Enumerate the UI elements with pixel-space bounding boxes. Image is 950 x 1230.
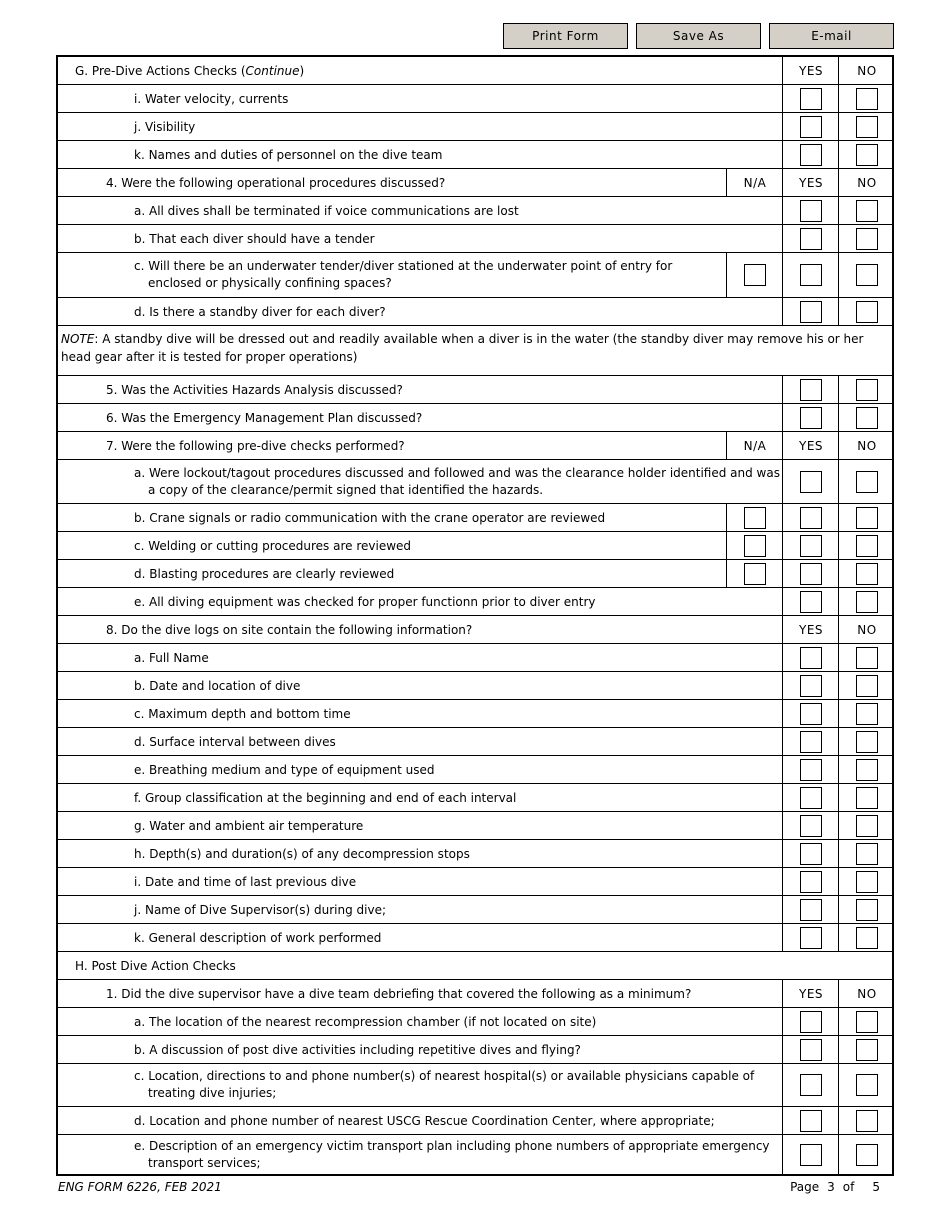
yes-header: YES — [782, 432, 839, 459]
checklist-row — [58, 924, 892, 952]
yes-checkbox[interactable] — [800, 563, 822, 585]
form-toolbar — [503, 23, 894, 51]
checklist-row — [58, 756, 892, 784]
yes-checkbox[interactable] — [800, 871, 822, 893]
section-g-title-prefix: G. Pre-Dive Actions Checks ( — [75, 63, 246, 78]
item-label: j. Name of Dive Supervisor(s) during dive; — [134, 902, 386, 917]
item-label: i. Date and time of last previous dive — [134, 874, 357, 889]
yes-checkbox[interactable] — [800, 591, 822, 613]
na-checkbox[interactable] — [744, 563, 766, 585]
no-checkbox[interactable] — [856, 591, 878, 613]
checklist-row — [58, 700, 892, 728]
yes-checkbox[interactable] — [800, 1144, 822, 1166]
checklist-row — [58, 644, 892, 672]
checklist-row — [58, 1036, 892, 1064]
checklist-row — [58, 113, 892, 141]
checklist-row — [58, 532, 892, 560]
yes-checkbox[interactable] — [800, 88, 822, 110]
of-label: of — [842, 1180, 855, 1194]
item-label-text: c. Location, directions to and phone number(s) of nearest hospital(s) or available physicians capable of treating dive injuries; — [134, 1069, 755, 1100]
section-g-title-continue: Continue — [245, 63, 300, 78]
no-checkbox[interactable] — [856, 88, 878, 110]
checklist-row — [58, 1107, 892, 1135]
no-checkbox[interactable] — [856, 871, 878, 893]
yes-checkbox[interactable] — [800, 1074, 822, 1096]
item-label: b. Crane signals or radio communication with the crane operator are reviewed — [134, 510, 606, 525]
yes-checkbox[interactable] — [800, 471, 822, 493]
question-8-header — [58, 616, 892, 644]
yes-header: YES — [782, 169, 839, 196]
item-label: h. Depth(s) and duration(s) of any decompression stops — [134, 846, 470, 861]
no-checkbox[interactable] — [856, 379, 878, 401]
note-text: : A standby dive will be dressed out and readily available when a diver is in the water (the standby diver may remove his or her head gear after it is tested for proper operations) — [61, 332, 864, 364]
yes-checkbox[interactable] — [800, 379, 822, 401]
item-label: k. Names and duties of personnel on the dive team — [134, 147, 443, 162]
save-as-button[interactable]: Save As — [636, 23, 761, 49]
checklist-row — [58, 253, 892, 298]
item-label: i. Water velocity, currents — [134, 91, 289, 106]
yes-checkbox[interactable] — [800, 264, 822, 286]
checklist-row — [58, 1135, 892, 1174]
checklist-row — [58, 404, 892, 432]
page-indicator — [782, 1180, 880, 1194]
no-checkbox[interactable] — [856, 675, 878, 697]
checklist-row — [58, 225, 892, 253]
page-total: 5 — [872, 1180, 880, 1194]
checklist-row — [58, 460, 892, 504]
item-label: d. Is there a standby diver for each diver? — [134, 304, 386, 319]
checklist-row — [58, 868, 892, 896]
no-checkbox[interactable] — [856, 301, 878, 323]
no-checkbox[interactable] — [856, 535, 878, 557]
checklist-row — [58, 85, 892, 113]
item-label: e. All diving equipment was checked for proper functionn prior to diver entry — [134, 594, 596, 609]
checklist-row — [58, 672, 892, 700]
checklist-row — [58, 728, 892, 756]
checklist-row — [58, 197, 892, 225]
question-label: 7. Were the following pre-dive checks performed? — [106, 438, 405, 453]
yes-checkbox[interactable] — [800, 815, 822, 837]
no-checkbox[interactable] — [856, 228, 878, 250]
yes-checkbox[interactable] — [800, 731, 822, 753]
yes-checkbox[interactable] — [800, 301, 822, 323]
question-h1-header — [58, 980, 892, 1008]
page-number: 3 — [827, 1180, 835, 1194]
yes-checkbox[interactable] — [800, 759, 822, 781]
checklist-row — [58, 298, 892, 326]
yes-checkbox[interactable] — [800, 1110, 822, 1132]
yes-checkbox[interactable] — [800, 843, 822, 865]
no-checkbox[interactable] — [856, 703, 878, 725]
no-checkbox[interactable] — [856, 471, 878, 493]
yes-checkbox[interactable] — [800, 535, 822, 557]
no-checkbox[interactable] — [856, 116, 878, 138]
yes-checkbox[interactable] — [800, 703, 822, 725]
item-label: b. Date and location of dive — [134, 678, 301, 693]
na-checkbox[interactable] — [744, 535, 766, 557]
item-label: c. Maximum depth and bottom time — [134, 706, 351, 721]
item-label: j. Visibility — [134, 119, 196, 134]
item-label-text: a. Were lockout/tagout procedures discussed and followed and was the clearance holder identified and was a copy of the clearance/permit signed that identified the hazards. — [134, 465, 780, 497]
checklist-row — [58, 376, 892, 404]
question-label: 1. Did the dive supervisor have a dive team debriefing that covered the following as a minimum? — [106, 986, 692, 1001]
no-header: NO — [838, 980, 895, 1007]
no-checkbox[interactable] — [856, 507, 878, 529]
no-checkbox[interactable] — [856, 1110, 878, 1132]
item-label: f. Group classification at the beginning and end of each interval — [134, 790, 517, 805]
item-label: b. A discussion of post dive activities including repetitive dives and flying? — [134, 1042, 581, 1057]
question-4-header — [58, 169, 892, 197]
item-label-text: c. Will there be an underwater tender/diver stationed at the underwater point of entry for enclosed or physically confining spaces? — [134, 259, 673, 290]
yes-checkbox[interactable] — [800, 1039, 822, 1061]
checklist-row — [58, 784, 892, 812]
no-checkbox[interactable] — [856, 759, 878, 781]
no-checkbox[interactable] — [856, 1039, 878, 1061]
yes-header: YES — [782, 980, 839, 1007]
item-label: d. Blasting procedures are clearly reviewed — [134, 566, 395, 581]
no-checkbox[interactable] — [856, 144, 878, 166]
no-checkbox[interactable] — [856, 200, 878, 222]
yes-checkbox[interactable] — [800, 647, 822, 669]
yes-checkbox[interactable] — [800, 1011, 822, 1033]
na-header: N/A — [726, 432, 783, 459]
yes-checkbox[interactable] — [800, 200, 822, 222]
yes-checkbox[interactable] — [800, 407, 822, 429]
no-checkbox[interactable] — [856, 787, 878, 809]
checklist-row — [58, 1008, 892, 1036]
question-label: 8. Do the dive logs on site contain the following information? — [106, 622, 473, 637]
no-checkbox[interactable] — [856, 927, 878, 949]
yes-checkbox[interactable] — [800, 787, 822, 809]
section-g-title — [58, 57, 780, 84]
question-label: 5. Was the Activities Hazards Analysis discussed? — [106, 382, 403, 397]
yes-checkbox[interactable] — [800, 675, 822, 697]
checklist-row — [58, 840, 892, 868]
question-label: 6. Was the Emergency Management Plan discussed? — [106, 410, 423, 425]
item-label: d. Location and phone number of nearest USCG Rescue Coordination Center, where appropriate; — [134, 1113, 715, 1128]
section-h-title: H. Post Dive Action Checks — [75, 958, 236, 973]
section-g-title-suffix: ) — [299, 63, 305, 78]
checklist-row — [58, 504, 892, 532]
yes-checkbox[interactable] — [800, 927, 822, 949]
yes-header: YES — [782, 57, 839, 84]
no-checkbox[interactable] — [856, 815, 878, 837]
no-checkbox[interactable] — [856, 647, 878, 669]
form-number: ENG FORM 6226, FEB 2021 — [58, 1180, 222, 1194]
na-header: N/A — [726, 169, 783, 196]
checklist-row — [58, 560, 892, 588]
question-7-header — [58, 432, 892, 460]
yes-checkbox[interactable] — [800, 116, 822, 138]
item-label — [58, 1064, 780, 1106]
item-label: a. All dives shall be terminated if voice communications are lost — [134, 203, 519, 218]
na-checkbox[interactable] — [744, 264, 766, 286]
page-label: Page — [790, 1180, 820, 1194]
item-label: a. Full Name — [134, 650, 209, 665]
yes-checkbox[interactable] — [800, 899, 822, 921]
no-checkbox[interactable] — [856, 407, 878, 429]
no-checkbox[interactable] — [856, 1074, 878, 1096]
checklist-form — [56, 55, 894, 1176]
print-form-button[interactable]: Print Form — [503, 23, 628, 49]
item-label: a. The location of the nearest recompression chamber (if not located on site) — [134, 1014, 597, 1029]
no-checkbox[interactable] — [856, 1011, 878, 1033]
item-label: c. Welding or cutting procedures are reviewed — [134, 538, 412, 553]
no-header: NO — [838, 169, 895, 196]
item-label: g. Water and ambient air temperature — [134, 818, 364, 833]
yes-checkbox[interactable] — [800, 144, 822, 166]
no-checkbox[interactable] — [856, 731, 878, 753]
dive-log-items — [58, 644, 892, 952]
email-button[interactable]: E-mail — [769, 23, 894, 49]
checklist-row — [58, 141, 892, 169]
item-label: b. That each diver should have a tender — [134, 231, 375, 246]
note-label: NOTE — [61, 332, 95, 346]
checklist-row — [58, 896, 892, 924]
item-label: k. General description of work performed — [134, 930, 382, 945]
section-g-header — [58, 57, 892, 85]
item-label — [58, 253, 724, 297]
checklist-row — [58, 1064, 892, 1107]
no-header: NO — [838, 616, 895, 643]
no-checkbox[interactable] — [856, 899, 878, 921]
question-label: 4. Were the following operational procedures discussed? — [106, 175, 446, 190]
checklist-row — [58, 588, 892, 616]
no-checkbox[interactable] — [856, 563, 878, 585]
item-label — [58, 460, 780, 503]
standby-diver-note — [58, 326, 892, 376]
no-checkbox[interactable] — [856, 843, 878, 865]
item-label: d. Surface interval between dives — [134, 734, 336, 749]
no-checkbox[interactable] — [856, 1144, 878, 1166]
no-checkbox[interactable] — [856, 264, 878, 286]
na-checkbox[interactable] — [744, 507, 766, 529]
item-label — [58, 1135, 780, 1174]
yes-checkbox[interactable] — [800, 507, 822, 529]
no-header: NO — [838, 57, 895, 84]
item-label-text: e. Description of an emergency victim transport plan including phone numbers of appropriate emergency transport services; — [134, 1138, 770, 1170]
yes-checkbox[interactable] — [800, 228, 822, 250]
item-label: e. Breathing medium and type of equipment used — [134, 762, 435, 777]
no-header: NO — [838, 432, 895, 459]
yes-header: YES — [782, 616, 839, 643]
section-h-header — [58, 952, 892, 980]
checklist-row — [58, 812, 892, 840]
